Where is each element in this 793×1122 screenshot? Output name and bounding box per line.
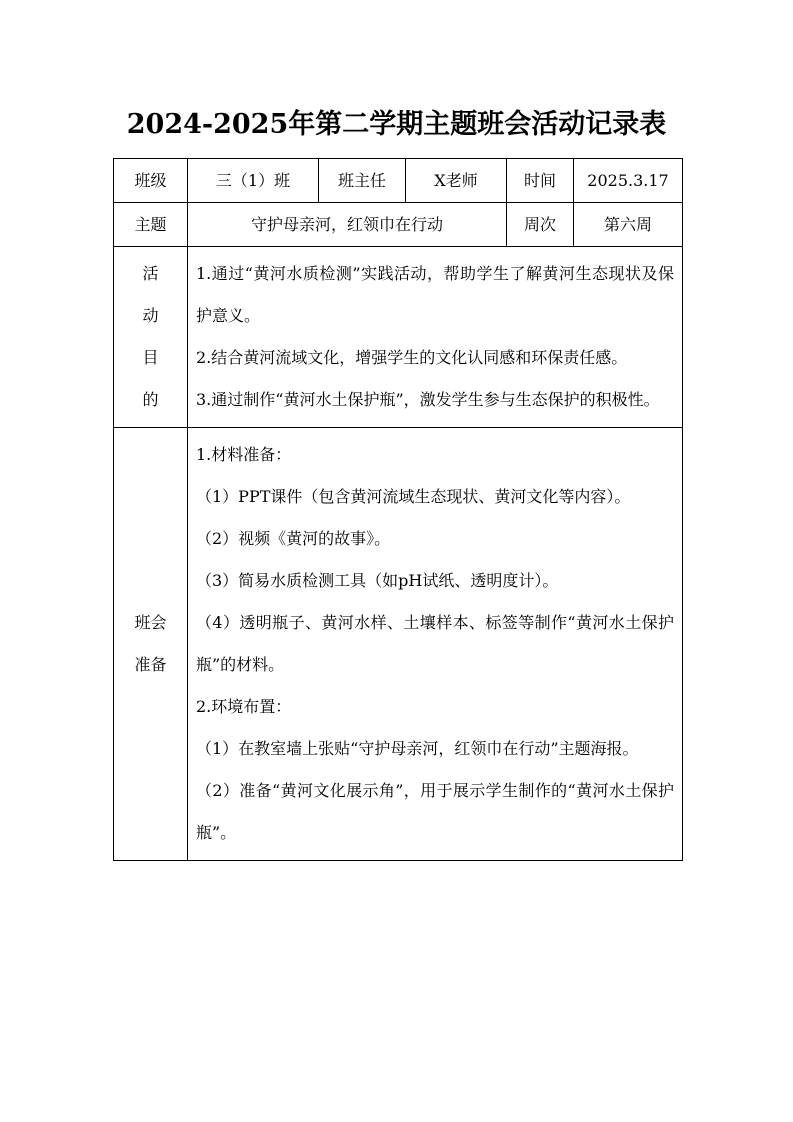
document-title: 2024-2025年第二学期主题班会活动记录表 xyxy=(126,109,667,140)
preparation-row xyxy=(114,428,683,861)
preparation-line: 2.环境布置： xyxy=(196,697,292,716)
header-row xyxy=(114,159,683,203)
theme-label: 主题 xyxy=(114,203,188,247)
preparation-line: 1.材料准备： xyxy=(196,445,292,464)
preparation-line: （1）在教室墙上张贴“守护母亲河，红领巾在行动”主题海报。 xyxy=(196,739,639,758)
objectives-label-char: 目 xyxy=(142,348,159,367)
week-value: 第六周 xyxy=(574,203,683,247)
teacher-label: 班主任 xyxy=(319,159,406,203)
objectives-label-char: 的 xyxy=(142,390,159,409)
objectives-label-char: 活 xyxy=(142,264,159,283)
preparation-line: （1）PPT课件（包含黄河流域生态现状、黄河文化等内容）。 xyxy=(196,487,631,506)
teacher-value: X老师 xyxy=(406,159,507,203)
time-value: 2025.3.17 xyxy=(574,159,683,203)
objectives-content xyxy=(188,247,683,428)
preparation-label-line: 班会 xyxy=(134,613,167,632)
objective-item: 2.结合黄河流域文化，增强学生的文化认同感和环保责任感。 xyxy=(196,348,628,367)
preparation-line: （2）视频《黄河的故事》。 xyxy=(196,529,391,548)
theme-row xyxy=(114,203,683,247)
class-value: 三（1）班 xyxy=(188,159,319,203)
objectives-label xyxy=(114,247,188,428)
objectives-row xyxy=(114,247,683,428)
activity-record-table xyxy=(113,158,683,861)
time-label: 时间 xyxy=(507,159,574,203)
preparation-line: （4）透明瓶子、黄河水样、土壤样本、标签等制作“黄河水土保护瓶”的材料。 xyxy=(196,613,674,674)
preparation-label-line: 准备 xyxy=(134,655,167,674)
preparation-content xyxy=(188,428,683,861)
preparation-line: （3）简易水质检测工具（如pH试纸、透明度计）。 xyxy=(196,571,559,590)
objective-item: 1.通过“黄河水质检测”实践活动，帮助学生了解黄河生态现状及保护意义。 xyxy=(196,264,674,325)
week-label: 周次 xyxy=(507,203,574,247)
class-label: 班级 xyxy=(114,159,188,203)
theme-value: 守护母亲河，红领巾在行动 xyxy=(188,203,507,247)
preparation-label xyxy=(114,428,188,861)
objective-item: 3.通过制作“黄河水土保护瓶”，激发学生参与生态保护的积极性。 xyxy=(196,390,660,409)
objectives-label-char: 动 xyxy=(142,306,159,325)
preparation-line: （2）准备“黄河文化展示角”，用于展示学生制作的“黄河水土保护瓶”。 xyxy=(196,781,674,842)
